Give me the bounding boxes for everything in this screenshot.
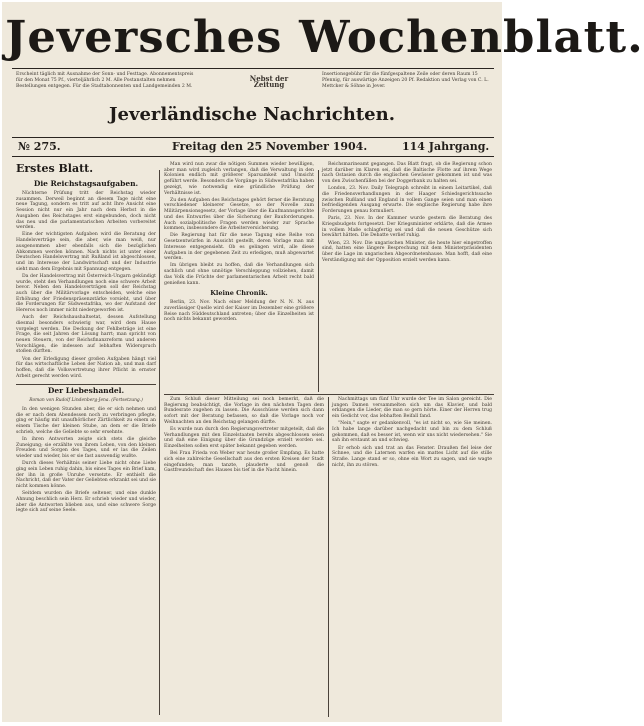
- paragraph: Man wird nun zwar die nötigen Summen wieder bewilligen, aber man wird zugleich verlangen, daß die Verwaltung in den Kolonien endlich mit größerer Sparsamkeit und Umsicht geführt werde. Besonders die Vorgänge in Südwestafrika haben gezeigt, wie notwendig eine gründliche Prüfung der Verhältnisse ist.: [164, 162, 314, 196]
- paragraph: Zum Schluß dieser Mitteilung sei noch bemerkt, daß die Regierung beabsichtigt, die Vorlage in den nächsten Tagen dem Bundesrate zugehen zu lassen. Die Ausschüsse werden sich dann sofort mit der Beratung befassen, so daß die Vorlage noch vor Weihnachten an den Reichstag gelangen dürfte.: [164, 397, 324, 425]
- issue-number: № 275.: [18, 140, 61, 153]
- paragraph: Nachmittags um fünf Uhr wurde der Tee im Salon gereicht. Die jungen Damen versammelten sich um das Klavier, und bald erklangen die Lieder, die man so gern hörte. Einer der Herren trug ein Gedicht vor, das lebhaften Beifall fand.: [332, 397, 492, 420]
- feuilleton-byline: Roman von Rudolf Lindenberg-Jena. (Fortsetzung.): [29, 398, 143, 404]
- paragraph: Auch der Reichshaushaltsetat, dessen Aufstellung diesmal besonders schwierig war, wird dem Hause vorgelegt werden. Die Deckung der Fehlbeträge ist eine Frage, die seit Jahren der Lösung harrt; man spricht von neuen Steuern, von der Reichsfinanzreform und anderen Vorschlägen, die indessen auf lebhaften Widerspruch stoßen dürften.: [16, 315, 156, 355]
- masthead-title: Jeversches Wochenblatt.: [5, 12, 644, 63]
- paragraph: Bei Frau Frieda von Weber war heute großer Empfang. Es hatte sich eine zahlreiche Gesellschaft aus den ersten Kreisen der Stadt eingefunden; man tanzte, plauderte und genoß die Gastfreundschaft des Hauses bis tief in die Nacht hinein.: [164, 451, 324, 474]
- column-right: [322, 162, 492, 392]
- paragraph: Die Regierung hat für die neue Tagung eine Reihe von Gesetzentwürfen in Aussicht gestellt, deren Vorlage man mit Interesse entgegensieht. Ob es gelingen wird, alle diese Aufgaben in der gegebenen Zeit zu erledigen, muß abgewartet werden.: [164, 233, 314, 262]
- header-rule-top: [12, 137, 494, 138]
- column-separator-1: [159, 170, 160, 715]
- masthead-rule: [12, 68, 494, 69]
- subtitle: Jeverländische Nachrichten.: [109, 104, 395, 125]
- paragraph: Wien, 23. Nov. Die ungarischen Minister, die heute hier eingetroffen sind, hatten eine längere Besprechung mit dem Ministerpräsidenten über die Lage im ungarischen Abgeordnetenhause. Man hofft, daß eine Verständigung mit der Opposition erzielt werden kann.: [322, 240, 492, 263]
- paragraph: In ihren Antworten zeigte sich stets die gleiche Zuneigung; sie erzählte von ihrem Leben, von den kleinen Freuden und Sorgen des Tages, und er las die Zeilen wieder und wieder, bis er sie fast auswendig wußte.: [16, 436, 156, 460]
- paragraph: Nüchterne Prüfung tritt der Reichstag wieder zusammen. Derweil beginnt an diesem Tage nicht eine neue Tagung, sondern es tritt auf acht Ihre Ansicht eine Session nicht nur ein Jahr nach dem Herbst in die Ausgaben des Reichstages erst eingebunden, doch nicht das neu und die parlamentarischen Arbeiten vorbereitet werden.: [16, 191, 156, 231]
- paragraph: Zu den Aufgaben des Reichstages gehört ferner die Beratung verschiedener kleinerer Gesetze, so der Novelle zum Militärpensionsgesetz, der Vorlage über die Kaufmannsgerichte und des Entwurfes über die Sicherung der Bauforderungen. Auch sozialpolitische Fragen werden wieder zur Sprache kommen, insbesondere die Arbeiterversicherung.: [164, 197, 314, 232]
- column-separator-2: [318, 170, 319, 392]
- article-title: Die Reichstagsaufgaben.: [33, 179, 139, 188]
- paragraph: Von der Erledigung dieser großen Aufgaben hängt viel für das wirtschaftliche Leben der Nation ab, und man darf hoffen, daß die Volksvertretung ihrer Pflicht in ernster Arbeit gerecht werden wird.: [16, 356, 156, 379]
- paragraph: Reichsmarineamt gegangen. Das Blatt fragt, ob die Regierung schon jetzt darüber im Klaren sei, daß die Baltische Flotte auf ihrem Wege nach Ostasien durch die englischen Gewässer gekommen ist und was von den Zwischenfällen bei der Doggerbank zu halten sei.: [322, 162, 492, 185]
- newspaper-page: [2, 2, 644, 722]
- paragraph: Da der Handelsvertrag mit Österreich-Ungarn gekündigt wurde, steht den Verhandlungen noch eine schwere Arbeit bevor. Neben den Handelsverträgen soll der Reichstag auch über die Militärvorlage entscheiden, welche eine Erhöhung der Friedenspräsenzstärke vorsieht, und über die Forderungen für Südwestafrika, wo der Aufstand der Hereros noch immer nicht niedergeworfen ist.: [16, 273, 156, 314]
- paragraph: Eine der wichtigsten Aufgaben wird die Beratung der Handelsverträge sein, die aber, wie man weiß, nur ausgenommen aber ebenfalls sich die bezüglichen Abkommen werden können. Nach nichts ist unter einer Deutschen Handelsvertrag mit Rußland ist abgeschlossen, und im Interesse der Landwirtschaft und der Industrie sieht man dem Ergebnis mit Spannung entgegen.: [16, 232, 156, 272]
- paragraph: Paris, 23. Nov. In der Kammer wurde gestern die Beratung des Kriegsbudgets fortgesetzt. Der Kriegsminister erklärte, daß die Armee in vollem Maße schlagfertig sei und daß die neuen Geschütze sich bewährt hätten. Die Debatte verlief ruhig.: [322, 216, 492, 239]
- advertising-info: Insertionsgebühr für die fünfgespaltene Zeile oder deren Raum 15 Pfennig, für auswärtige Anzeigen 20 Pf. Redaktion und Verlag von C. L. Mettcker & Söhne in Jever.: [322, 72, 489, 89]
- chronik-title: Kleine Chronik.: [210, 289, 268, 298]
- header-rule-bottom: [12, 156, 494, 157]
- section-separator: [164, 394, 494, 395]
- supplement-note: Nebst der Zeitung: [249, 74, 289, 89]
- feuilleton-title: Der Liebeshandel.: [47, 386, 125, 396]
- paragraph: Durch dieses Verhältnis seiner Liebe nicht ohne Liebe ging sein Leben ruhig dahin, bis eines Tages ein Brief kam, der ihn in große Unruhe versetzte. Er enthielt die Nachricht, daß der Vater der Geliebten erkrankt sei und sie nicht kommen könne.: [16, 461, 156, 490]
- paragraph: Im übrigen bleibt zu hoffen, daß die Verhandlungen sich sachlich und ohne unnötige Verschleppung vollziehen, damit das Volk die Früchte der parlamentarischen Arbeit recht bald genießen kann.: [164, 263, 314, 286]
- subscription-info: Erscheint täglich mit Ausnahme der Sonn- und Festtage. Abonnementspreis für den Monat 75 Pf., vierteljährlich 2 M. Alle Postanstalten nehmen Bestellungen entgegen. Für die Stadtabonnenten und Landgemeinden 2 M.: [16, 72, 194, 89]
- volume-number: 114 Jahrgang.: [402, 140, 490, 153]
- paragraph: Berlin, 23. Nov. Nach einer Meldung der N. N. N. aus zuverlässiger Quelle wird der Kaiser im Dezember eine größere Reise nach Süddeutschland antreten; über die Einzelheiten ist noch nichts bekannt geworden.: [164, 300, 314, 323]
- bottom-text-block: [164, 397, 492, 717]
- paragraph: In den wenigen Stunden aber, die er sich nehmen und die er nach dem Abendessen noch zu verbringen pflegte, ging er häufig mit unaufhörlicher Zärtlichkeit zu einem an einem Tische der kleinen Stube, an dem er die Briefe schrieb, welche die Geliebte so sehr ersehnte.: [16, 406, 156, 435]
- paragraph: Seitdem wurden die Briefe seltener, und eine dunkle Ahnung beschlich sein Herz. Er schrieb wieder und wieder, aber die Antworten blieben aus, und eine schwere Sorge legte sich auf seine Seele.: [16, 491, 156, 514]
- column-middle: [164, 162, 314, 392]
- column-left: [16, 162, 156, 702]
- issue-date: Freitag den 25 November 1904.: [172, 140, 368, 153]
- paragraph: Es wurde nun durch den Regierungsvertreter mitgeteilt, daß die Verhandlungen mit den Einzelstaaten bereits abgeschlossen seien und daß eine Einigung über die Grundzüge erzielt worden sei. Einzelheiten sollen erst später bekannt gegeben werden.: [164, 427, 324, 450]
- feuilleton-rule: [16, 384, 156, 385]
- section-heading: Erstes Blatt.: [16, 162, 94, 175]
- paragraph: "Nein," sagte er gedankenvoll, "es ist nicht so, wie Sie meinen. Ich habe lange darüber nachgedacht und bin zu dem Schluß gekommen, daß es besser ist, wenn wir uns nicht wiedersehen." Sie sah ihn erstaunt an und schwieg.: [332, 421, 492, 444]
- paragraph: London, 23. Nov. Daily Telegraph schreibt in einem Leitartikel, daß die Friedensverhandlungen in der Haager Schiedsgerichtssache zwischen Rußland und England in vollem Gange seien und man einen befriedigenden Ausgang erwarte. Die englische Regierung habe ihre Forderungen genau formuliert.: [322, 186, 492, 215]
- paragraph: Er erhob sich und trat an das Fenster. Draußen fiel leise der Schnee, und die Laternen warfen ein mattes Licht auf die stille Straße. Lange stand er so, ohne ein Wort zu sagen, und sie wagte nicht, ihn zu stören.: [332, 445, 492, 468]
